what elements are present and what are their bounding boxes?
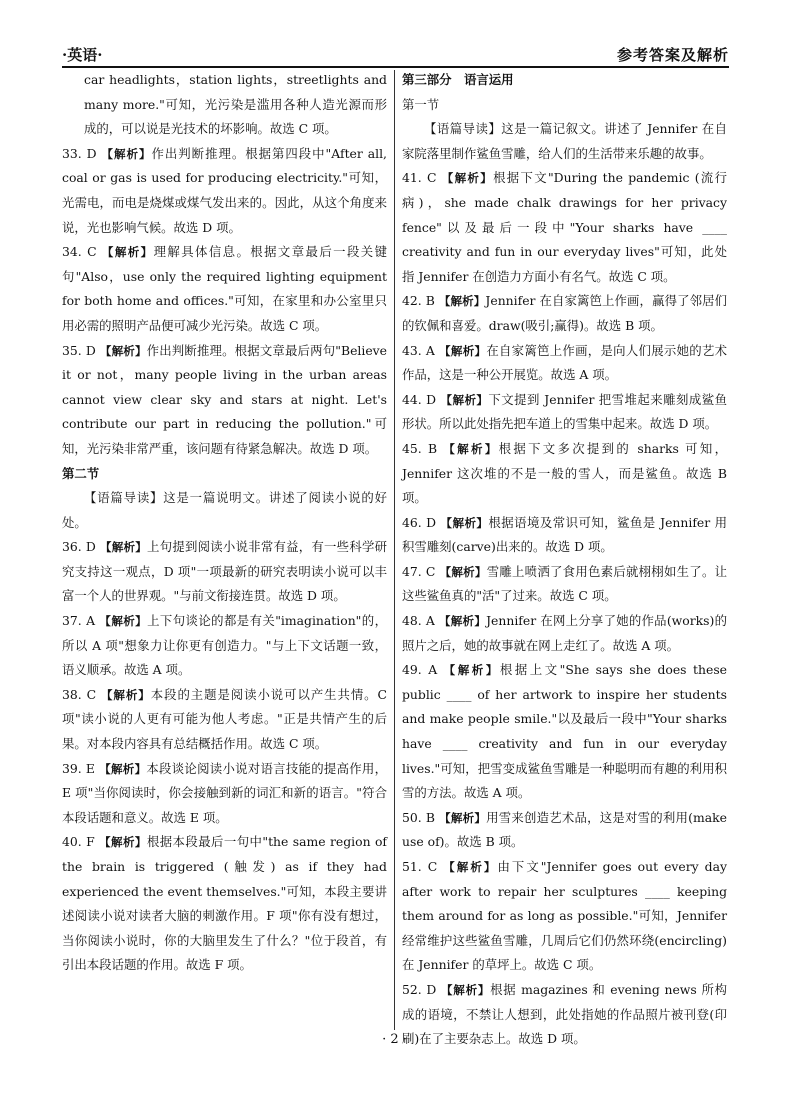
item-text: 本段的主题是阅读小说可以产生共情。C 项"读小说的人更有可能为他人考虑。"正是共情产生的后果。对本段内容具有总结概括作用。故选 C 项。 <box>62 686 387 752</box>
item-text: 根据语境及常识可知，鲨鱼是 Jennifer 用积雪雕刻(carve)出来的。故选 D 项。 <box>402 514 727 555</box>
item-text: 理解具体信息。根据文章最后一段关键句"Also，use only the required lighting equipment for both home and offices."可知，在家里和办公室里只用必需的照明产品便可减少光污染。故选 C 项。 <box>62 244 387 333</box>
continued-text: car headlights，station lights，streetlights and many more."可知，光污染是滥用各种人造光源而形成的，可以说是光技术的坏影响。故选 C 项。 <box>84 72 387 137</box>
analysis-tag: 【解析】 <box>438 294 486 309</box>
answer-item <box>402 511 727 560</box>
answer-item <box>62 757 387 831</box>
answer-item <box>402 388 727 437</box>
analysis-tag: 【解析】 <box>441 171 494 186</box>
answer-item <box>62 535 387 609</box>
item-number: 37. A <box>62 613 100 629</box>
item-number: 46. D <box>402 514 441 530</box>
section-heading: 第三部分 语言运用 <box>402 72 514 87</box>
column-divider <box>394 70 395 1030</box>
item-number: 41. C <box>402 170 442 186</box>
answer-item <box>62 609 387 683</box>
page-header <box>62 38 729 68</box>
page-number: · 2 · <box>382 1032 407 1047</box>
analysis-tag: 【解析】 <box>439 343 487 358</box>
item-text: 根据下文"During the pandemic (流行病)，she made chalk drawings for her privacy fence"以及最后一段中"Your sharks have ____ creativity and fun in our everyday lives"可知，此处指 Jennifer 在创造力方面小有名气。故选 C 项。 <box>402 170 727 284</box>
item-number: 43. A <box>402 342 440 358</box>
analysis-tag: 【解析】 <box>439 614 487 629</box>
header-title: 参考答案及解析 <box>616 46 729 64</box>
item-text: 上句提到阅读小说非常有益，有一些科学研究支持这一观点，D 项"一项最新的研究表明读小说可以丰富一个人的世界观。"与前文衔接连贯。故选 D 项。 <box>62 539 388 604</box>
item-text: 本段谈论阅读小说对语言技能的提高作用，E 项"当你阅读时，你会接触到新的词汇和新的语言。"符合本段话题和意义。故选 E 项。 <box>62 760 387 825</box>
analysis-tag: 【解析】 <box>99 761 147 776</box>
answer-item <box>402 166 727 289</box>
analysis-tag: 【解析】 <box>100 540 148 555</box>
answer-item <box>402 289 727 338</box>
item-text: 由下文"Jennifer goes out every day after work to repair her sculptures ____ keeping them around for as long as possible."可知，Jennifer 经常维护这些鲨鱼雪雕，几周后它们仍然环绕(encircling)在 Jennifer 的草坪上。故选 C 项。 <box>402 859 727 973</box>
right-column <box>402 68 727 1052</box>
analysis-tag: 【解析】 <box>439 810 487 825</box>
analysis-tag: 【解析】 <box>101 245 154 260</box>
analysis-tag: 【解析】 <box>443 860 498 874</box>
item-number: 39. E <box>62 760 100 776</box>
analysis-tag: 【解析】 <box>99 343 147 358</box>
item-text: 根据下文多次提到的 sharks 可知，Jennifer 这次堆的不是一般的雪人，而是鲨鱼。故选 B 项。 <box>402 440 727 506</box>
item-number: 40. F <box>62 834 100 850</box>
analysis-tag: 【解析】 <box>100 687 151 702</box>
item-text: 雪雕上喷洒了食用色素后就栩栩如生了。让这些鲨鱼真的"活"了过来。故选 C 项。 <box>402 563 727 604</box>
section-heading: 第二节 <box>62 465 100 481</box>
analysis-tag: 【解析】 <box>99 835 147 850</box>
item-text: 根据本段最后一句中"the same region of the brain is triggered (触发) as if they had experienced the event themselves."可知，本段主要讲述阅读小说对读者大脑的刺激作用。F 项"你有没有想过，当你阅读小说时，你的大脑里发生了什么？"位于段首，有引出本段话题的作用。故选 F 项。 <box>62 834 387 973</box>
answer-item <box>62 683 387 757</box>
subsection-heading: 第一节 <box>402 96 440 112</box>
item-text: Jennifer 在自家篱笆上作画，赢得了邻居们的钦佩和喜爱。draw(吸引;赢得)。故选 B 项。 <box>402 293 727 333</box>
item-text: 用雪来创造艺术品，这是对雪的利用(make use of)。故选 B 项。 <box>402 809 727 850</box>
item-text: 下文提到 Jennifer 把雪堆起来雕刻成鲨鱼形状。所以此处指先把车道上的雪集中起来。故选 D 项。 <box>402 391 727 432</box>
item-number: 38. C <box>62 686 101 702</box>
item-number: 45. B <box>402 440 444 456</box>
header-subject: ·英语· <box>62 46 103 64</box>
left-column <box>62 68 387 978</box>
analysis-tag: 【解析】 <box>443 441 499 456</box>
item-number: 35. D <box>62 342 100 358</box>
item-number: 42. B <box>402 293 439 309</box>
answer-item <box>62 830 387 978</box>
passage-intro: 【语篇导读】这是一篇说明文。讲述了阅读小说的好处。 <box>62 490 387 530</box>
analysis-tag: 【解析】 <box>439 564 487 579</box>
item-text: Jennifer 在网上分享了她的作品(works)的照片之后，她的故事就在网上走红了。故选 A 项。 <box>402 613 727 653</box>
analysis-tag: 【解析】 <box>440 392 489 407</box>
answer-item <box>402 806 727 855</box>
answer-item <box>402 437 727 511</box>
item-number: 49. A <box>402 662 444 678</box>
analysis-tag: 【解析】 <box>440 515 489 530</box>
item-number: 47. C <box>402 563 440 579</box>
item-number: 36. D <box>62 539 101 555</box>
answer-item <box>62 240 387 338</box>
item-text: 在自家篱笆上作画，是向人们展示她的艺术作品，这是一种公开展览。故选 A 项。 <box>402 342 728 383</box>
item-number: 50. B <box>402 809 440 825</box>
item-number: 51. C <box>402 859 444 874</box>
passage-intro: 【语篇导读】这是一篇记叙文。讲述了 Jennifer 在自家院落里制作鲨鱼雪雕，给人们的生活带来乐趣的故事。 <box>402 121 727 161</box>
answer-item <box>402 609 727 658</box>
item-number: 34. C <box>62 244 102 260</box>
item-text: 上下句谈论的都是有关"imagination"的，所以 A 项"想象力让你更有创造力。"与上下文话题一致，语义顺承。故选 A 项。 <box>62 613 388 678</box>
item-text: 作出判断推理。根据文章最后两句"Believe it or not，many people living in the urban areas cannot view clear sky and stars at night. Let's contribute our part in reducing the pollution."可知，光污染非常严重，该问题有待紧急解决。故选 D 项。 <box>62 342 387 456</box>
analysis-tag: 【解析】 <box>443 663 500 678</box>
item-number: 48. A <box>402 613 440 629</box>
answer-item <box>62 339 387 462</box>
analysis-tag: 【解析】 <box>441 982 491 997</box>
answer-item <box>402 560 727 609</box>
item-number: 52. D <box>402 981 442 997</box>
analysis-tag: 【解析】 <box>99 614 148 629</box>
analysis-tag: 【解析】 <box>101 146 152 161</box>
item-number: 33. D <box>62 145 102 161</box>
item-text: 根据 magazines 和 evening news 所构成的语境，不禁让人想到，此处指她的作品照片被刊登(印刷)在了主要杂志上。故选 D 项。 <box>402 981 727 1047</box>
item-text: 根据上文"She says she does these public ____ of her artwork to inspire her students and make people smile."以及最后一段中"Your sharks have ____ creativity and fun in our everyday lives."可知，把雪变成鲨鱼雪雕是一种聪明而有趣的利用积雪的方法。故选 A 项。 <box>402 662 728 801</box>
answer-item <box>402 658 727 806</box>
item-number: 44. D <box>402 391 441 407</box>
answer-item <box>62 142 387 240</box>
answer-item <box>402 855 727 978</box>
answer-item <box>402 339 727 388</box>
item-text: 作出判断推理。根据第四段中"After all, coal or gas is used for producing electricity."可知，光需电，而电是烧煤或煤气发出来的。因此，从这个角度来说，光也影响气候。故选 D 项。 <box>62 145 387 235</box>
